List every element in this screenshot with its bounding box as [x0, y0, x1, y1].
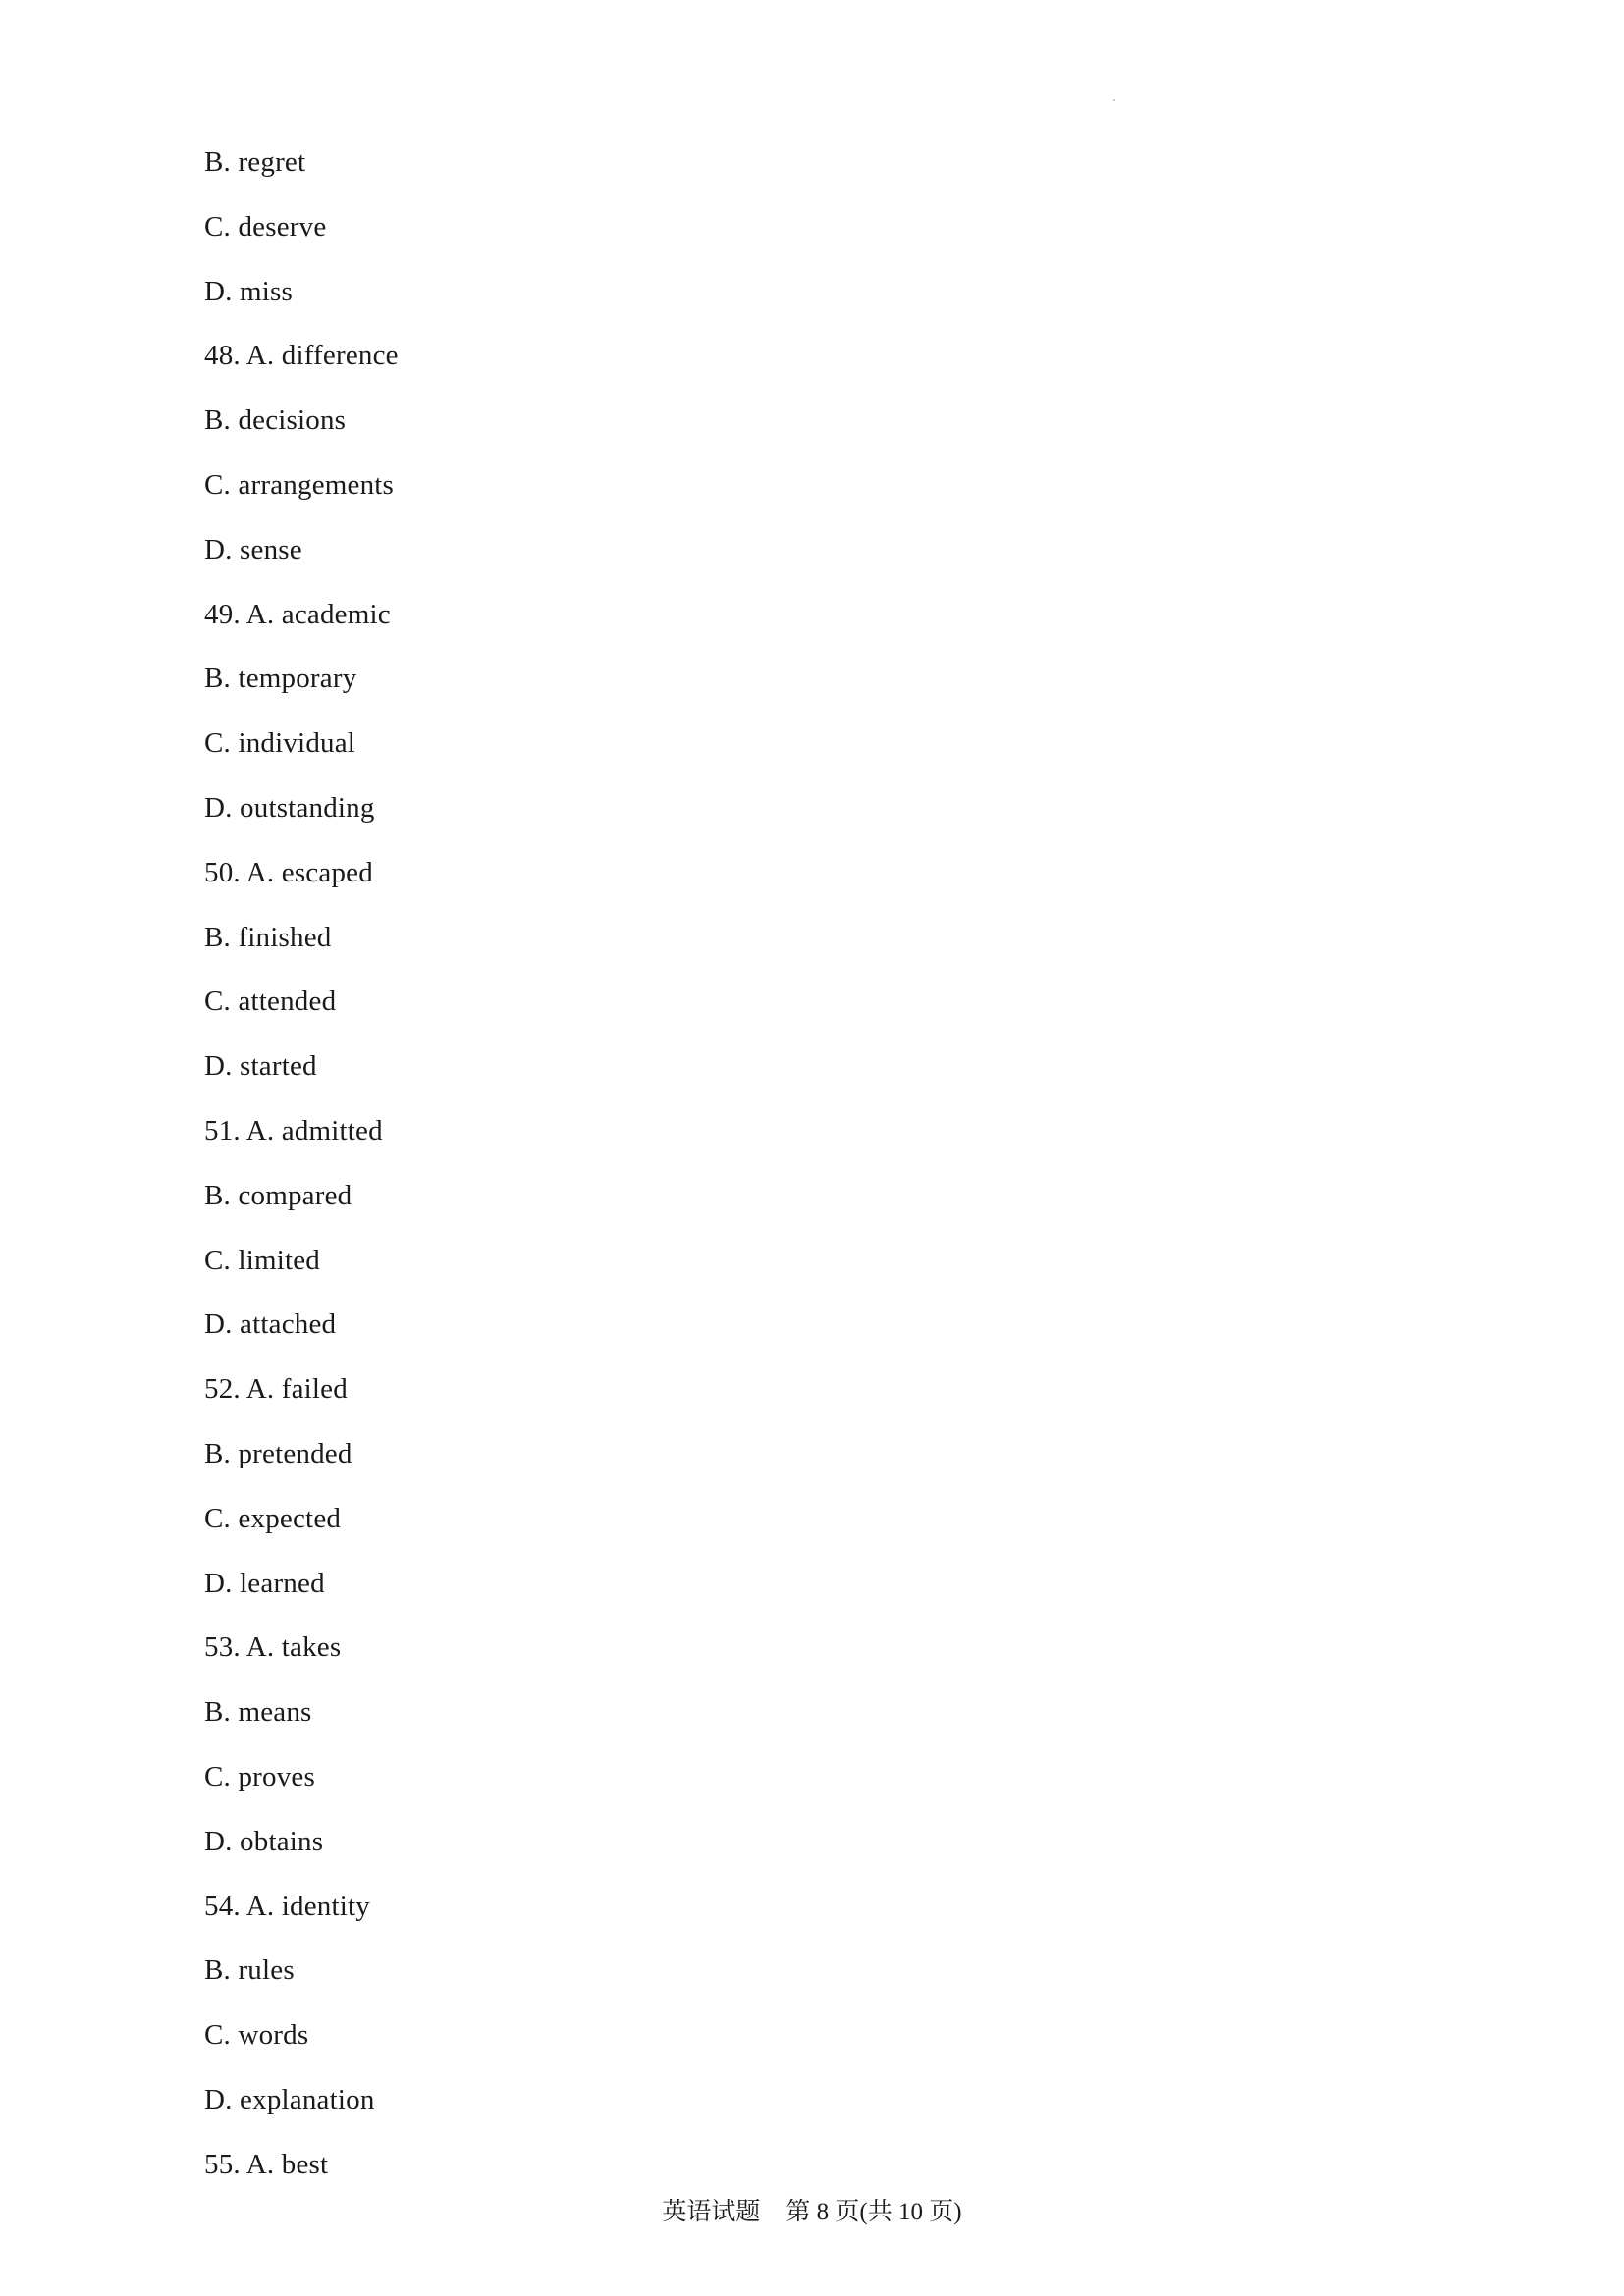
- option-line: 50. A. escaped: [204, 856, 373, 888]
- footer-page-number: 第 8 页(共 10 页): [785, 2199, 962, 2225]
- option-line: D. learned: [204, 1567, 325, 1599]
- option-line: 52. A. failed: [204, 1373, 348, 1406]
- option-line: C. deserve: [204, 210, 327, 242]
- option-line: C. expected: [204, 1502, 342, 1534]
- option-line: 55. A. best: [204, 2148, 329, 2180]
- option-line: 53. A. takes: [204, 1631, 342, 1664]
- option-line: C. words: [204, 2019, 309, 2052]
- answer-options-list: [204, 131, 399, 2198]
- footer-subject: 英语试题: [662, 2199, 761, 2225]
- option-line: B. pretended: [204, 1437, 352, 1469]
- option-line: 48. A. difference: [204, 340, 399, 372]
- option-line: C. individual: [204, 727, 356, 760]
- option-line: B. decisions: [204, 404, 347, 437]
- option-line: D. outstanding: [204, 791, 375, 824]
- scan-speck: [1113, 99, 1115, 101]
- option-line: D. sense: [204, 533, 302, 565]
- option-line: D. started: [204, 1050, 317, 1083]
- option-line: 49. A. academic: [204, 598, 391, 630]
- option-line: D. attached: [204, 1308, 337, 1341]
- option-line: 54. A. identity: [204, 1890, 370, 1922]
- option-line: B. temporary: [204, 663, 357, 695]
- option-line: B. compared: [204, 1179, 352, 1211]
- option-line: B. finished: [204, 921, 332, 953]
- option-line: D. explanation: [204, 2083, 375, 2115]
- option-line: C. attended: [204, 986, 337, 1018]
- option-line: D. miss: [204, 275, 294, 307]
- option-line: 51. A. admitted: [204, 1114, 383, 1147]
- option-line: B. regret: [204, 146, 306, 178]
- option-line: B. rules: [204, 1954, 295, 1987]
- option-line: C. limited: [204, 1244, 320, 1276]
- option-line: D. obtains: [204, 1825, 324, 1857]
- page-footer: [0, 2195, 1624, 2230]
- option-line: C. arrangements: [204, 468, 395, 501]
- option-line: B. means: [204, 1696, 312, 1729]
- option-line: C. proves: [204, 1760, 315, 1792]
